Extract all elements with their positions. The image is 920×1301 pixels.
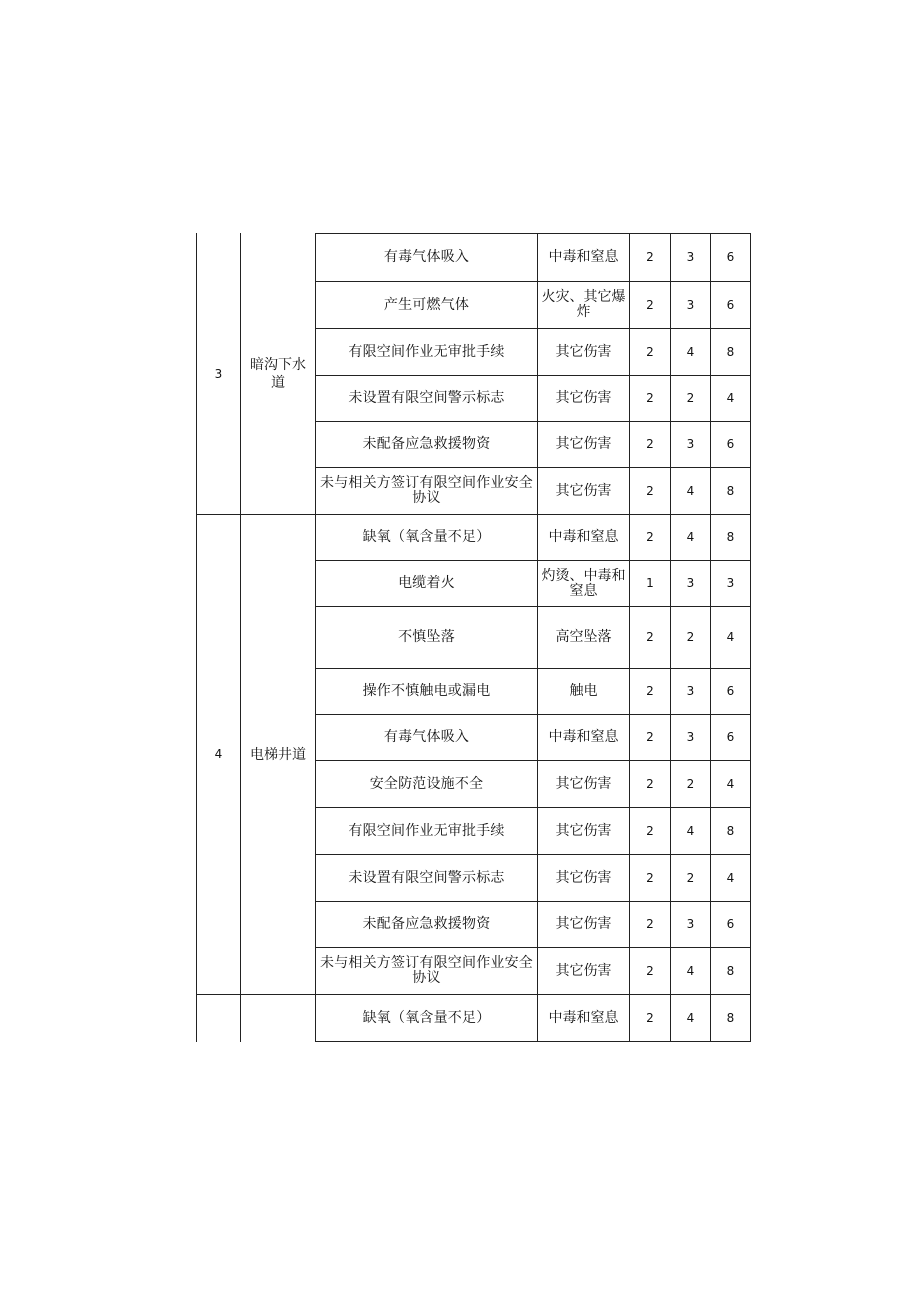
e-value-cell: 3 bbox=[686, 437, 695, 451]
d-value-cell: 8 bbox=[726, 483, 735, 498]
l-value-cell: 2 bbox=[646, 344, 654, 359]
e-value-cell: 3 bbox=[686, 576, 695, 590]
group-number: 3 bbox=[214, 366, 223, 381]
hazard-factor-cell: 有限空间作业无审批手续 bbox=[348, 343, 505, 360]
accident-type-cell: 其它伤害 bbox=[555, 822, 612, 839]
l-value-cell: 2 bbox=[646, 250, 654, 264]
accident-type-cell: 中毒和窒息 bbox=[548, 729, 619, 745]
hazard-factor-cell: 未设置有限空间警示标志 bbox=[348, 390, 505, 406]
d-value-cell: 8 bbox=[726, 530, 735, 544]
hazard-factor-cell: 未与相关方签订有限空间作业安全协议 bbox=[320, 955, 533, 986]
e-value-cell: 3 bbox=[686, 297, 695, 312]
hazard-factor-cell: 有毒气体吸入 bbox=[383, 729, 470, 745]
d-value-cell: 6 bbox=[726, 730, 735, 744]
hazard-factor-cell: 不慎坠落 bbox=[398, 629, 455, 645]
e-value-cell: 4 bbox=[686, 963, 695, 978]
l-value-cell: 2 bbox=[646, 870, 654, 885]
e-value-cell: 3 bbox=[686, 250, 695, 264]
e-value-cell: 4 bbox=[686, 823, 695, 838]
e-value-cell: 4 bbox=[686, 344, 695, 359]
l-value-cell: 1 bbox=[646, 576, 654, 590]
accident-type-cell: 其它伤害 bbox=[555, 482, 612, 499]
group-place: 暗沟下水道 bbox=[250, 357, 306, 391]
accident-type-cell: 灼烫、中毒和窒息 bbox=[541, 567, 626, 599]
hazard-factor-cell: 未设置有限空间警示标志 bbox=[348, 869, 505, 886]
accident-type-cell: 其它伤害 bbox=[555, 390, 612, 406]
table-row-line bbox=[315, 1041, 751, 1042]
accident-type-cell: 触电 bbox=[569, 683, 598, 699]
d-value-cell: 6 bbox=[726, 297, 735, 312]
hazard-factor-cell: 未配备应急救援物资 bbox=[362, 916, 491, 932]
group-number: 4 bbox=[214, 747, 223, 761]
l-value-cell: 2 bbox=[646, 437, 654, 451]
accident-type-cell: 中毒和窒息 bbox=[548, 529, 619, 545]
d-value-cell: 6 bbox=[726, 917, 735, 931]
accident-type-cell: 火灾、其它爆炸 bbox=[541, 289, 626, 320]
group-place bbox=[241, 995, 315, 1041]
hazard-factor-cell: 电缆着火 bbox=[398, 575, 455, 591]
e-value-cell: 2 bbox=[686, 630, 695, 644]
accident-type-cell: 其它伤害 bbox=[555, 916, 612, 932]
l-value-cell: 2 bbox=[646, 530, 654, 544]
l-value-cell: 2 bbox=[646, 483, 654, 498]
group-place: 电梯井道 bbox=[250, 746, 306, 763]
e-value-cell: 2 bbox=[686, 870, 695, 885]
e-value-cell: 4 bbox=[686, 1010, 695, 1025]
d-value-cell: 8 bbox=[726, 344, 735, 359]
d-value-cell: 6 bbox=[726, 437, 735, 451]
l-value-cell: 2 bbox=[646, 1010, 654, 1025]
accident-type-cell: 中毒和窒息 bbox=[548, 249, 619, 265]
e-value-cell: 4 bbox=[686, 483, 695, 498]
hazard-factor-cell: 安全防范设施不全 bbox=[369, 775, 484, 792]
d-value-cell: 3 bbox=[726, 576, 735, 590]
l-value-cell: 2 bbox=[646, 684, 654, 698]
accident-type-cell: 其它伤害 bbox=[555, 343, 612, 360]
group-number bbox=[197, 995, 240, 1041]
d-value-cell: 8 bbox=[726, 1010, 735, 1025]
hazard-factor-cell: 有毒气体吸入 bbox=[383, 249, 470, 265]
hazard-factor-cell: 缺氧（氧含量不足） bbox=[362, 1009, 491, 1026]
d-value-cell: 6 bbox=[726, 250, 735, 264]
hazard-factor-cell: 有限空间作业无审批手续 bbox=[348, 822, 505, 839]
hazard-factor-cell: 未与相关方签订有限空间作业安全协议 bbox=[320, 475, 533, 506]
hazard-factor-cell: 未配备应急救援物资 bbox=[362, 436, 491, 452]
e-value-cell: 3 bbox=[686, 730, 695, 744]
l-value-cell: 2 bbox=[646, 776, 654, 791]
d-value-cell: 8 bbox=[726, 823, 735, 838]
e-value-cell: 2 bbox=[686, 776, 695, 791]
accident-type-cell: 高空坠落 bbox=[555, 629, 612, 645]
hazard-factor-cell: 缺氧（氧含量不足） bbox=[362, 529, 491, 545]
l-value-cell: 2 bbox=[646, 917, 654, 931]
hazard-factor-cell: 操作不慎触电或漏电 bbox=[362, 683, 491, 699]
l-value-cell: 2 bbox=[646, 730, 654, 744]
d-value-cell: 6 bbox=[726, 684, 735, 698]
e-value-cell: 2 bbox=[686, 391, 695, 405]
e-value-cell: 3 bbox=[686, 917, 695, 931]
d-value-cell: 4 bbox=[726, 870, 735, 885]
l-value-cell: 2 bbox=[646, 297, 654, 312]
d-value-cell: 4 bbox=[726, 776, 735, 791]
table-column-line bbox=[750, 233, 751, 1042]
accident-type-cell: 其它伤害 bbox=[555, 436, 612, 452]
d-value-cell: 4 bbox=[726, 391, 735, 405]
d-value-cell: 8 bbox=[726, 963, 735, 978]
accident-type-cell: 其它伤害 bbox=[555, 962, 612, 979]
accident-type-cell: 其它伤害 bbox=[555, 869, 612, 886]
l-value-cell: 2 bbox=[646, 823, 654, 838]
l-value-cell: 2 bbox=[646, 630, 654, 644]
d-value-cell: 4 bbox=[726, 630, 735, 644]
l-value-cell: 2 bbox=[646, 963, 654, 978]
accident-type-cell: 其它伤害 bbox=[555, 775, 612, 792]
e-value-cell: 4 bbox=[686, 530, 695, 544]
l-value-cell: 2 bbox=[646, 391, 654, 405]
e-value-cell: 3 bbox=[686, 684, 695, 698]
hazard-factor-cell: 产生可燃气体 bbox=[383, 296, 470, 313]
accident-type-cell: 中毒和窒息 bbox=[548, 1009, 619, 1026]
